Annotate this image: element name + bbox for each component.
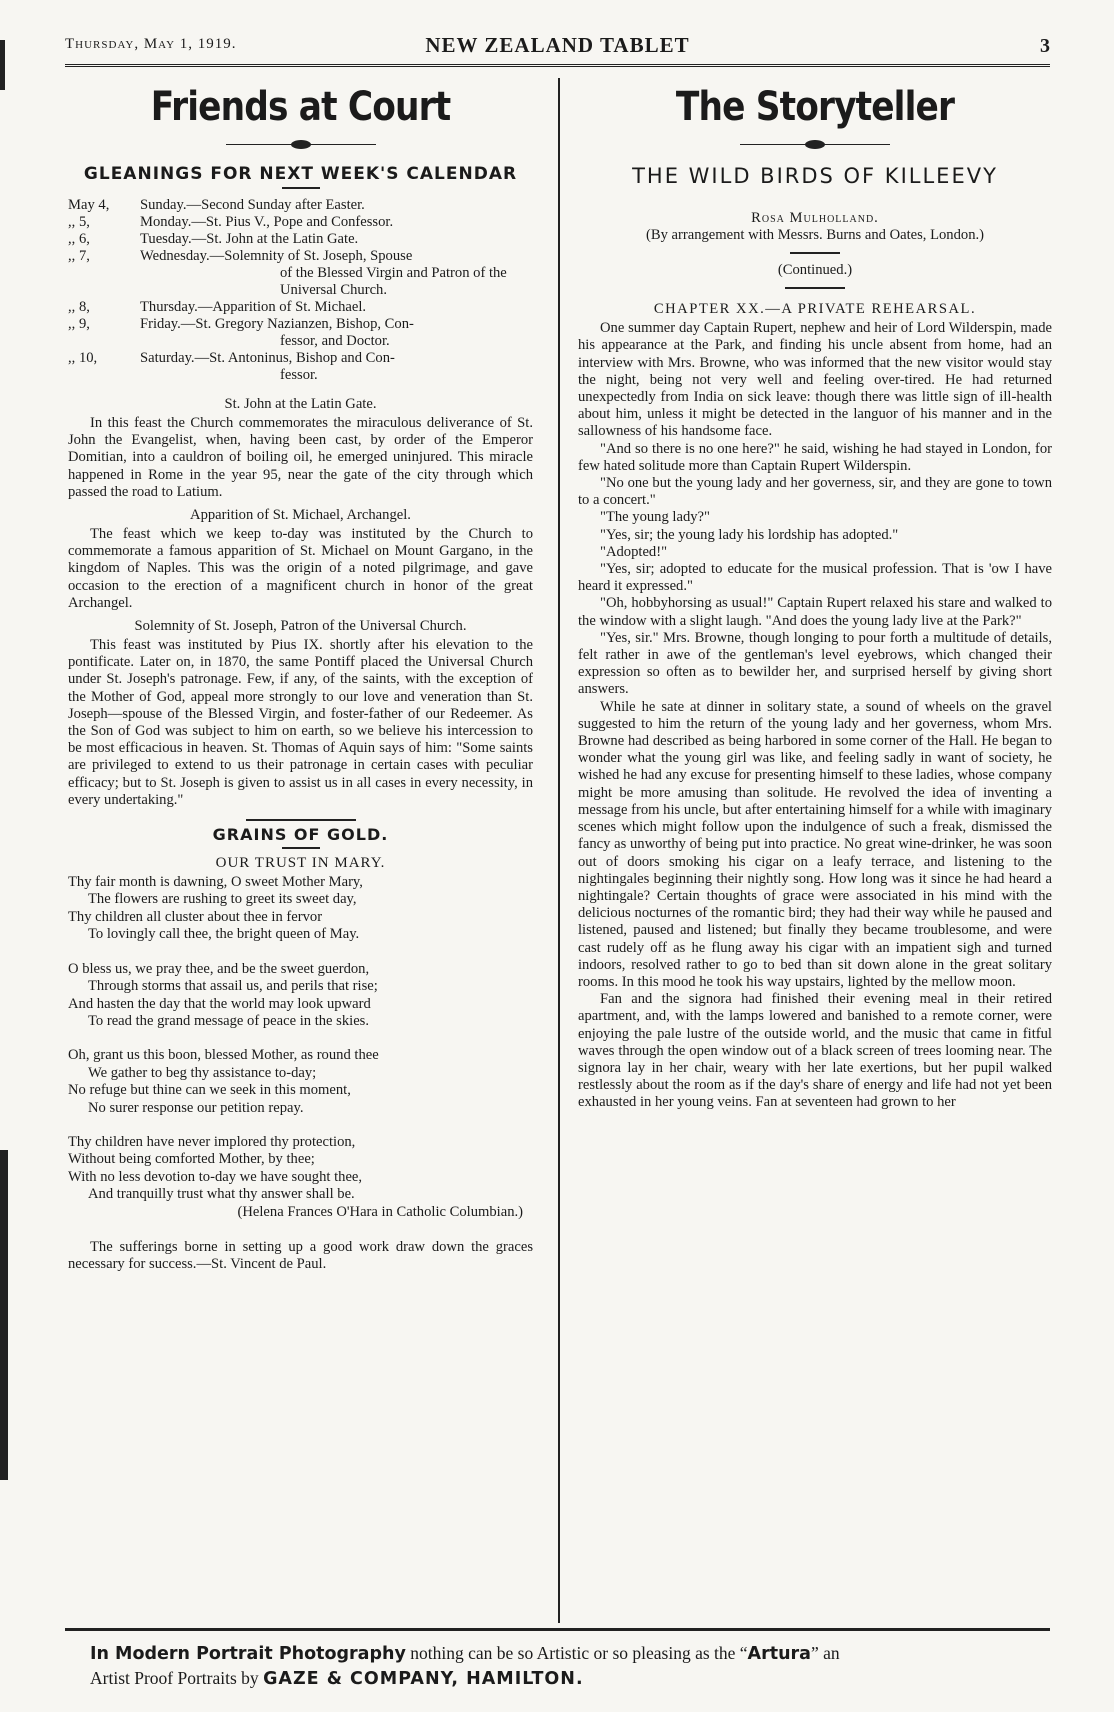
story-paragraph: One summer day Captain Rupert, nephew and heir of Lord Wilderspin, made his appearance at the Park, and finding his uncle absent from home, had an interview with Mrs. Browne, who was informed that the new visitor would stay the night, being not very well and feeling over-tired. He had returned unexpectedly from India on sick leave: though there was little sign of ill-health about him, unless it might be detected in the languor of his manner and in the sallowness of his handsome face. bbox=[578, 320, 1052, 440]
feast-text: In this feast the Church commemorates the miraculous deliverance of St. John the Evangelist, when, having been cast, by order of the Emperor Domitian, into a cauldron of boiling oil, he emerged uninjured. This miracle happened in Rome in the year 95, near the gate of the city through which passed the road to Latium. bbox=[68, 415, 533, 500]
poem-stanza: O bless us, we pray thee, and be the sweet guerdon, Through storms that assail us, and perils that rise; And hasten the day that the world may look upward To read the grand message of peace in the skies. bbox=[68, 960, 378, 1029]
right-column bbox=[578, 80, 1052, 1112]
story-paragraph: "Oh, hobbyhorsing as usual!" Captain Rupert relaxed his stare and walked to the window with a slight laugh. "And does the young lady live at the Park?" bbox=[578, 595, 1052, 629]
section-rule bbox=[790, 252, 840, 254]
poem-title: OUR TRUST IN MARY. bbox=[215, 855, 386, 872]
page-number: 3 bbox=[1040, 35, 1050, 57]
heading-rule bbox=[282, 847, 320, 849]
section-rule bbox=[785, 287, 845, 289]
publication-name: NEW ZEALAND TABLET bbox=[425, 33, 690, 57]
column-divider bbox=[558, 78, 560, 1623]
section-title: The Storyteller bbox=[675, 84, 955, 130]
story-paragraph: "And so there is no one here?" he said, wishing he had stayed in London, for few hated solitude more than Captain Rupert Wilderspin. bbox=[578, 440, 1052, 474]
story-paragraph: "Yes, sir; adopted to educate for the musical profession. That is 'ow I have heard it expressed." bbox=[578, 561, 1052, 595]
poem bbox=[68, 874, 533, 1221]
story-paragraph: "Adopted!" bbox=[600, 543, 668, 560]
chapter-title: CHAPTER XX.—A PRIVATE REHEARSAL. bbox=[653, 301, 977, 318]
feast-text: This feast was instituted by Pius IX. shortly after his elevation to the pontificate. Later on, in 1870, the same Pontiff placed the Universal Church under St. Joseph's patronage. Few, if any, of the saints, with the exception of the Mother of God, appeal more strongly to our love and veneration than St. Joseph—spouse of the Blessed Virgin, and foster-father of our Redeemer. As the Son of God was subject to him on earth, so we believe his intercession to be most efficacious in heaven. St. Thomas of Aquin says of him: "Some saints are privileged to extend to us their patronage in certain cases with peculiar efficacy; but to St. Joseph is given to assist us in all cases in every necessity, in every undertaking." bbox=[68, 637, 533, 808]
calendar-entry: ,, 6, Tuesday.—St. John at the Latin Gate. bbox=[68, 231, 359, 247]
calendar-entry: ,, 8, Thursday.—Apparition of St. Michael. bbox=[68, 299, 367, 315]
story-paragraph: "The young lady?" bbox=[600, 509, 710, 526]
grains-heading: GRAINS OF GOLD. bbox=[212, 825, 389, 845]
continued-note: (Continued.) bbox=[777, 262, 853, 279]
story-paragraph: Fan and the signora had finished their evening meal in their retired apartment, and, with the lamps lowered and banished to a remote corner, were enjoying the pale lustre of the outside world, and the music that came in fitful waves through the open window out of a black screen of trees looming near. The signora lay in her chair, weary with her late exertions, but her pupil walked restlessly about the room as if the day's share of energy and life had not yet been exhausted in her young veins. Fan at seventeen had grown to her bbox=[578, 991, 1052, 1111]
calendar-entry: ,, 7, Wednesday.—Solemnity of St. Joseph, Spouse of the Blessed Virgin and Patron of the Universal Church. bbox=[68, 248, 507, 298]
ad-company: GAZE & COMPANY, HAMILTON. bbox=[263, 1669, 584, 1689]
calendar-list bbox=[68, 197, 533, 384]
section-rule bbox=[246, 819, 356, 821]
ornament-rule bbox=[226, 138, 376, 152]
ad-lead: In Modern Portrait Photography bbox=[90, 1644, 406, 1664]
heading-rule bbox=[282, 187, 320, 189]
ornament-rule bbox=[740, 138, 890, 152]
feast-title: Solemnity of St. Joseph, Patron of the Universal Church. bbox=[134, 618, 467, 635]
story-paragraph: "Yes, sir; the young lady his lordship has adopted." bbox=[600, 526, 899, 543]
calendar-entry: May 4, Sunday.—Second Sunday after Easter. bbox=[68, 197, 365, 213]
feast-title: St. John at the Latin Gate. bbox=[224, 396, 377, 412]
poem-attribution: (Helena Frances O'Hara in Catholic Columbian.) bbox=[237, 1203, 523, 1220]
margin-blot bbox=[0, 40, 5, 90]
left-column bbox=[68, 80, 533, 1273]
section-title: Friends at Court bbox=[150, 84, 451, 130]
story-author: Rosa Mulholland. bbox=[751, 210, 879, 226]
ad-text: Artist Proof Portraits by bbox=[90, 1668, 264, 1688]
page-header bbox=[65, 33, 1050, 66]
ad-text: nothing can be so Artistic or so pleasing as the “ bbox=[405, 1643, 748, 1663]
calendar-entry: ,, 9, Friday.—St. Gregory Nazianzen, Bishop, Con- fessor, and Doctor. bbox=[68, 316, 414, 349]
advertisement bbox=[90, 1641, 1050, 1691]
poem-stanza: Oh, grant us this boon, blessed Mother, as round thee We gather to beg thy assistance to-day; No refuge but thine can we seek in this moment, No surer response our petition repay. bbox=[68, 1047, 379, 1116]
calendar-entry: ,, 5, Monday.—St. Pius V., Pope and Confessor. bbox=[68, 214, 394, 230]
calendar-heading: GLEANINGS FOR NEXT WEEK'S CALENDAR bbox=[83, 164, 518, 184]
footer-rule bbox=[65, 1628, 1050, 1631]
ad-text: ” an bbox=[810, 1643, 840, 1663]
issue-date: Thursday, May 1, 1919. bbox=[65, 36, 237, 52]
header-rule bbox=[65, 64, 1050, 67]
ad-product: Artura bbox=[747, 1644, 811, 1664]
feast-text: The feast which we keep to-day was instituted by the Church to commemorate a famous apparition of St. Michael on Mount Gargano, in the kingdom of Naples. This was the origin of a noted pilgrimage, and gave occasion to the erection of a magnificent church in honor of the great Archangel. bbox=[68, 526, 533, 611]
story-paragraph: "Yes, sir." Mrs. Browne, though longing to pour forth a multitude of details, felt rather in awe of the gentleman's level eyebrows, which changed their expression so often as to bewilder her, and surprised herself by giving short answers. bbox=[578, 629, 1052, 698]
story-title: THE WILD BIRDS OF KILLEEVY bbox=[632, 164, 998, 188]
calendar-entry: ,, 10, Saturday.—St. Antoninus, Bishop and Con- fessor. bbox=[68, 350, 395, 383]
margin-blot bbox=[0, 1150, 8, 1480]
poem-stanza: Thy children have never implored thy protection, Without being comforted Mother, by thee; With no less devotion to-day we have sought thee, And tranquilly trust what thy answer shall be. bbox=[68, 1133, 363, 1203]
closing-quote: The sufferings borne in setting up a good work draw down the graces necessary for success.—St. Vincent de Paul. bbox=[68, 1238, 533, 1273]
story-paragraph: "No one but the young lady and her governess, sir, and they are gone to town to a concert." bbox=[578, 475, 1052, 509]
story-paragraph: While he sate at dinner in solitary state, a sound of wheels on the gravel suggested to him the return of the young lady and her governess, whom Mrs. Browne had described as being harbored in some corner of the Hall. He began to wonder what the young girl was like, and feeling sadly in want of society, he wished he had any excuse for presenting himself to these ladies, whose company might be more amusing than solitude. He revolved the idea of inventing a message from his uncle, but after entertaining himself for a while with imaginary scenes which might follow upon the indulgence of such a freak, dismissed the fancy as unworthy of being put into practice. No great wine-drinker, he was soon out of doors smoking his cigar on a leafy terrace, and listening to the nightingales beginning their nightly song. How long was it since he had heard a nightingale? Certain thoughts of grace were associated in his mind with the delicious nocturnes of the romantic bird; they had their way while he paused and listened, paused and listened; but finally they became troublesome, and were cast rudely off as he flung away his cigar with an impatient sigh and turned indoors, resolved rather to go to bed than sit down alone in the great solitary rooms. In this mood he took his way upstairs, lighted by the mellow moon. bbox=[578, 698, 1052, 990]
poem-stanza: Thy fair month is dawning, O sweet Mother Mary, The flowers are rushing to greet its sweet day, Thy children all cluster about thee in fervor To lovingly call thee, the bright queen of May. bbox=[68, 874, 363, 943]
arrangement-note: (By arrangement with Messrs. Burns and Oates, London.) bbox=[645, 227, 985, 243]
feast-title: Apparition of St. Michael, Archangel. bbox=[190, 507, 411, 524]
